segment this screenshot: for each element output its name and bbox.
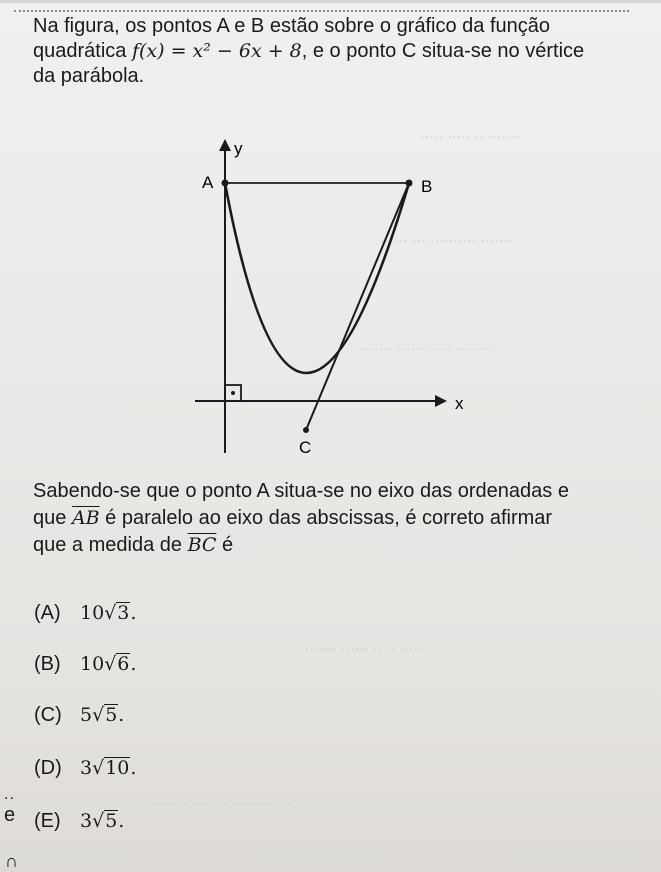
y-axis-label: y: [234, 139, 243, 158]
segment-bc-label: $\overline{BC}$: [187, 534, 217, 556]
bleed-text: ····· ····· ·· ·······: [420, 128, 521, 144]
dotted-separator: [14, 10, 629, 12]
bleed-text: ······ ··· ·········· ·······: [380, 232, 513, 248]
bleed-text: ········ ····· ·· ········· ···: [150, 795, 292, 811]
point-a-label: A: [202, 173, 214, 192]
option-d[interactable]: (D) 3√10.: [34, 757, 137, 779]
segment-ab-label: $\overline{AB}$: [71, 507, 100, 529]
point-c-dot: [303, 427, 309, 433]
margin-dots: ..: [4, 786, 15, 803]
intro-text: Na figura, os pontos A e B estão sobre o gráfico da função quadrática f(x) = x² − 6x + 8, e o ponto C situa-se no vértice da parábola.: [33, 15, 585, 87]
point-c-label: C: [299, 438, 312, 457]
option-e[interactable]: (E) 3√5.: [34, 810, 125, 832]
option-b[interactable]: (B) 10√6.: [34, 653, 137, 675]
y-axis-arrow: [219, 139, 231, 151]
margin-letter-n: ∩: [5, 851, 18, 871]
point-b-dot: [406, 180, 413, 187]
parabola-curve: [225, 183, 409, 373]
option-a[interactable]: (A) 10√3.: [34, 602, 137, 624]
x-axis-label: x: [455, 394, 464, 413]
point-b-label: B: [421, 177, 433, 196]
margin-letter-e: e: [4, 804, 16, 826]
parabola-figure: [175, 135, 485, 460]
function-expression: f(x) = x² − 6x + 8: [131, 40, 302, 62]
segment-bc: [306, 183, 409, 430]
point-a-dot: [222, 180, 229, 187]
bleed-text: ······· ······· ···· ········: [360, 340, 493, 356]
x-axis-arrow: [435, 395, 447, 407]
origin-dot: [231, 391, 235, 395]
question-text: Sabendo-se que o ponto A situa-se no eixo das ordenadas e que $\overline{AB}$ é paralelo ao eixo das abscissas, é correto afirmar que a medida de $\overline{BC}$ é: [33, 480, 569, 556]
bleed-text: ········ ······ ·· ·· ·····: [300, 640, 423, 656]
option-c[interactable]: (C) 5√5.: [34, 704, 125, 726]
page-top-edge: [0, 0, 661, 3]
